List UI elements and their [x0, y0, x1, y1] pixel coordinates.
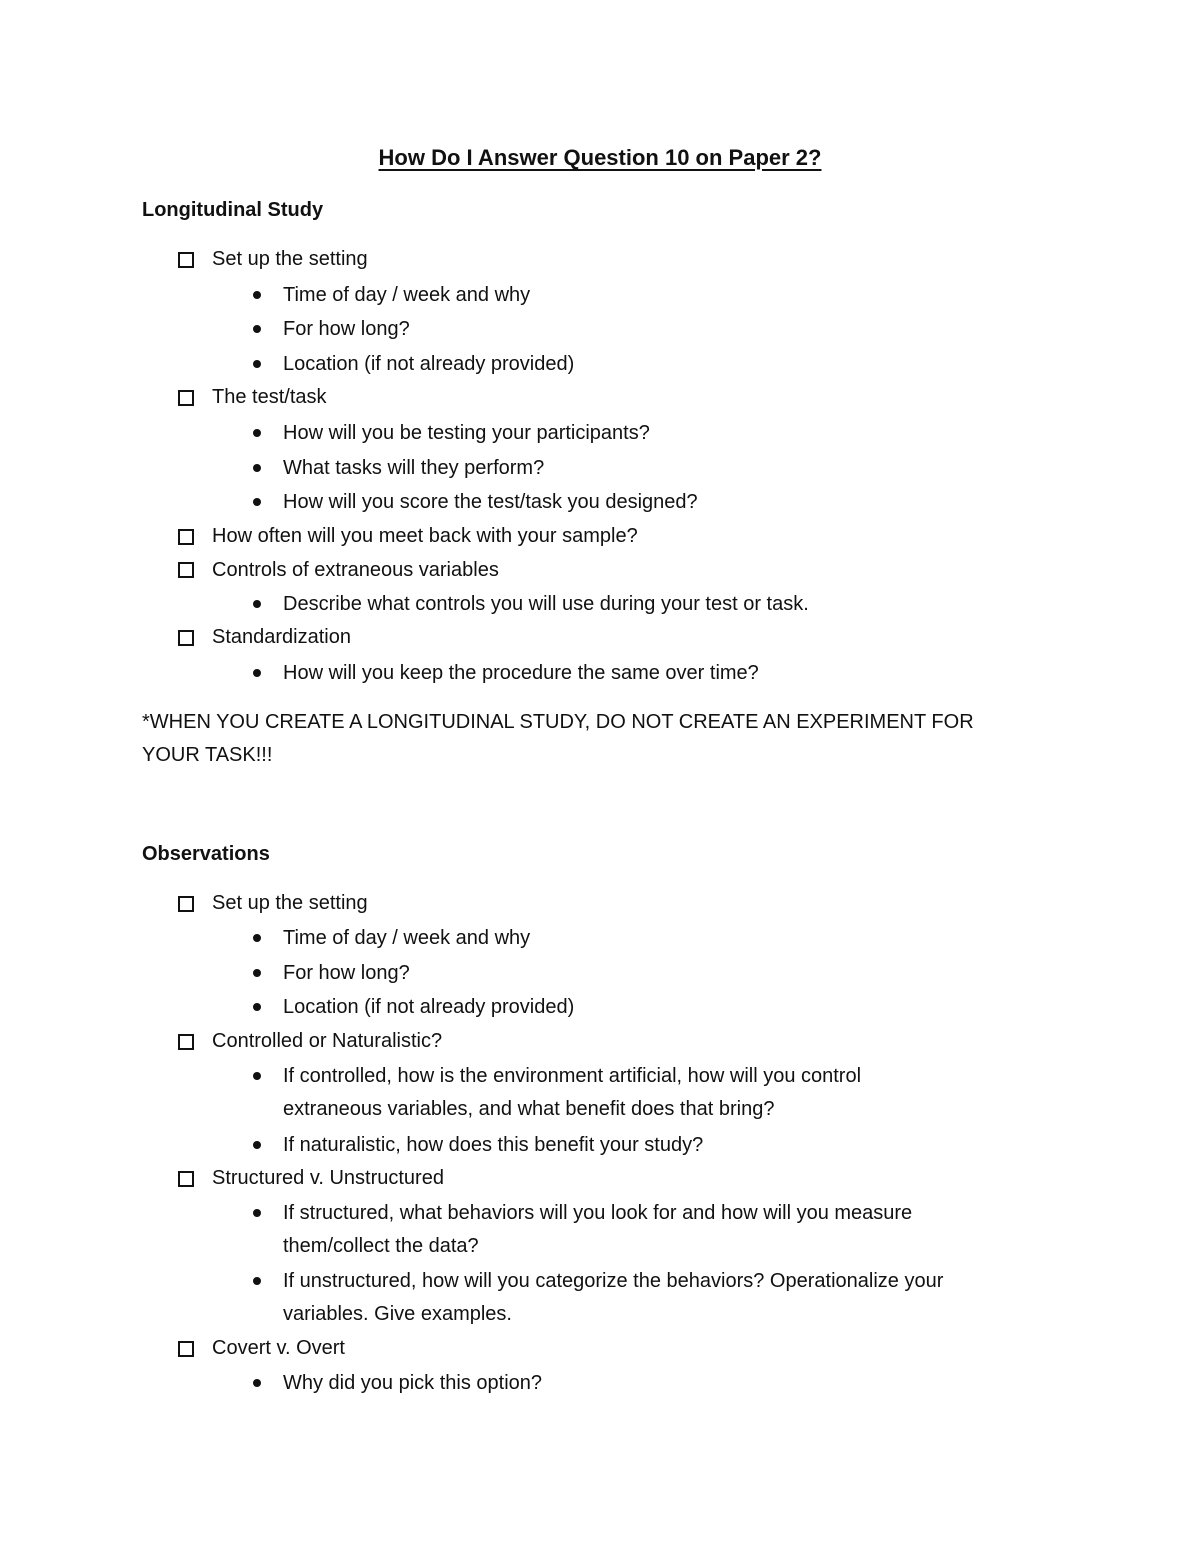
checklist-item: How often will you meet back with your sample?: [212, 525, 638, 547]
sub-item: Location (if not already provided): [283, 353, 575, 375]
bullet-icon: [253, 1209, 261, 1217]
bullet-icon: [253, 969, 261, 977]
bullet-icon: [253, 498, 261, 506]
bullet-icon: [253, 600, 261, 608]
sub-item: Describe what controls you will use during your test or task.: [283, 593, 809, 615]
checkbox-icon: [178, 252, 194, 268]
checklist-item: Set up the setting: [212, 892, 368, 914]
bullet-icon: [253, 1141, 261, 1149]
checkbox-icon: [178, 1341, 194, 1357]
bullet-icon: [253, 934, 261, 942]
sub-item: Location (if not already provided): [283, 996, 575, 1018]
bullet-icon: [253, 325, 261, 333]
checklist-item: Structured v. Unstructured: [212, 1167, 444, 1189]
checkbox-icon: [178, 562, 194, 578]
checklist-item: Controlled or Naturalistic?: [212, 1030, 443, 1052]
bullet-icon: [253, 1003, 261, 1011]
sub-item: For how long?: [283, 318, 410, 340]
checkbox-icon: [178, 1171, 194, 1187]
warning-note-line: *WHEN YOU CREATE A LONGITUDINAL STUDY, DO NOT CREATE AN EXPERIMENT FOR: [142, 711, 974, 733]
bullet-icon: [253, 291, 261, 299]
bullet-icon: [253, 1072, 261, 1080]
page-title: How Do I Answer Question 10 on Paper 2?: [378, 145, 822, 170]
sub-item-continuation: variables. Give examples.: [283, 1303, 512, 1325]
checkbox-icon: [178, 529, 194, 545]
checklist-item: Standardization: [212, 626, 351, 648]
checklist-item: The test/task: [212, 386, 327, 408]
sub-item: Time of day / week and why: [283, 284, 531, 306]
sub-item: For how long?: [283, 962, 410, 984]
checklist-item: Set up the setting: [212, 248, 368, 270]
bullet-icon: [253, 1379, 261, 1387]
bullet-icon: [253, 669, 261, 677]
bullet-icon: [253, 464, 261, 472]
warning-note-line: YOUR TASK!!!: [142, 744, 273, 766]
sub-item: Why did you pick this option?: [283, 1372, 543, 1394]
sub-item: What tasks will they perform?: [283, 457, 545, 479]
section-heading-observations: Observations: [142, 843, 270, 865]
sub-item-continuation: them/collect the data?: [283, 1235, 479, 1257]
sub-item: If controlled, how is the environment artificial, how will you control: [283, 1065, 862, 1087]
sub-item: If structured, what behaviors will you look for and how will you measure: [283, 1202, 913, 1224]
section-heading-longitudinal: Longitudinal Study: [142, 199, 324, 221]
checkbox-icon: [178, 390, 194, 406]
bullet-icon: [253, 1277, 261, 1285]
sub-item: How will you keep the procedure the same over time?: [283, 662, 759, 684]
checklist-item: Controls of extraneous variables: [212, 559, 499, 581]
bullet-icon: [253, 429, 261, 437]
checklist-item: Covert v. Overt: [212, 1337, 345, 1359]
checkbox-icon: [178, 630, 194, 646]
sub-item: If naturalistic, how does this benefit your study?: [283, 1134, 704, 1156]
sub-item-continuation: extraneous variables, and what benefit does that bring?: [283, 1098, 775, 1120]
checkbox-icon: [178, 1034, 194, 1050]
sub-item: Time of day / week and why: [283, 927, 531, 949]
sub-item: How will you score the test/task you designed?: [283, 491, 698, 513]
sub-item: How will you be testing your participants?: [283, 422, 650, 444]
sub-item: If unstructured, how will you categorize the behaviors? Operationalize your: [283, 1270, 944, 1292]
checkbox-icon: [178, 896, 194, 912]
bullet-icon: [253, 360, 261, 368]
